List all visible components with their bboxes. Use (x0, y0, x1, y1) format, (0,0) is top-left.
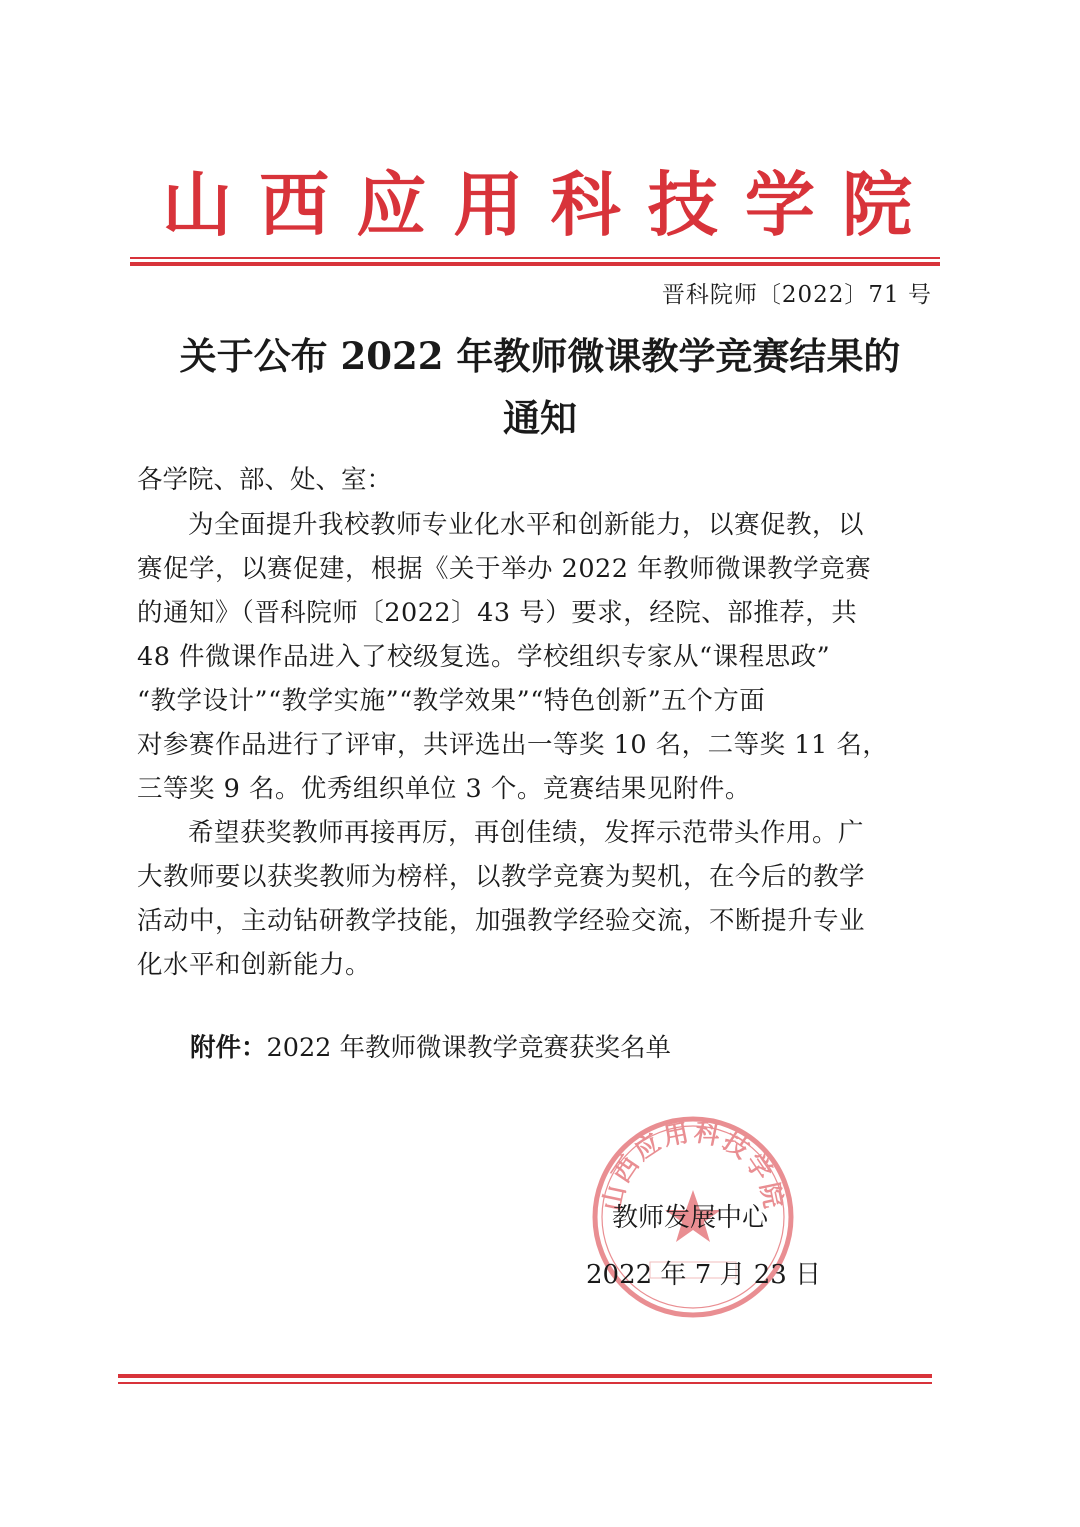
text-line: 为全面提升我校教师专业化水平和创新能力，以赛促教，以 (188, 510, 865, 540)
footer-rule-thick (118, 1374, 932, 1378)
footer-rule-thin (118, 1382, 932, 1384)
header-char: 西 (259, 163, 330, 246)
svg-text:山西应用科技学院: 山西应用科技学院 (597, 1117, 789, 1214)
text-line: 大教师要以获奖教师为榜样，以教学竞赛为契机，在今后的教学 (137, 862, 866, 892)
text-line: 的通知》（晋科院师〔2022〕43 号）要求，经院、部推荐，共 (137, 598, 858, 628)
notice-title-line1: 关于公布 2022 年教师微课教学竞赛结果的 (179, 334, 901, 378)
attachment-label: 附件： (190, 1033, 267, 1063)
text-line: 活动中，主动钻研教学技能，加强教学经验交流，不断提升专业 (137, 906, 866, 936)
paragraph-2 (137, 811, 937, 987)
text-line: 希望获奖教师再接再厉，再创佳绩，发挥示范带头作用。广 (188, 818, 865, 848)
text-line: 对参赛作品进行了评审，共评选出一等奖 10 名，二等奖 11 名， (137, 730, 889, 760)
issuer-name: 教师发展中心 (612, 1203, 769, 1233)
header-char: 院 (841, 163, 912, 246)
text-line: 赛促学，以赛促建，根据《关于举办 2022 年教师微课教学竞赛 (137, 554, 872, 584)
header-rule-thin (130, 257, 940, 259)
header-char: 学 (744, 163, 815, 246)
salutation: 各学院、部、处、室： (137, 465, 393, 495)
institution-header (130, 160, 940, 250)
text-line: 三等奖 9 名。优秀组织单位 3 个。竞赛结果见附件。 (137, 774, 751, 804)
header-rule-thick (130, 262, 940, 266)
text-line: 化水平和创新能力。 (137, 950, 372, 980)
header-char: 科 (550, 163, 621, 246)
paragraph-1 (137, 503, 937, 811)
issue-date: 2022 年 7 月 23 日 (586, 1260, 822, 1290)
attachment-line (190, 1028, 671, 1064)
header-char: 用 (453, 163, 524, 246)
text-line: 48 件微课作品进入了校级复选。学校组织专家从“课程思政” (137, 642, 831, 672)
header-char: 山 (162, 163, 232, 246)
header-char: 技 (647, 163, 718, 246)
header-char: 应 (356, 163, 427, 246)
document-number: 晋科院师〔2022〕71 号 (661, 282, 932, 308)
notice-title-line2: 通知 (503, 396, 577, 440)
text-line: “教学设计”“教学实施”“教学效果”“特色创新”五个方面 (137, 686, 766, 716)
attachment-title: 2022 年教师微课教学竞赛获奖名单 (266, 1033, 672, 1063)
